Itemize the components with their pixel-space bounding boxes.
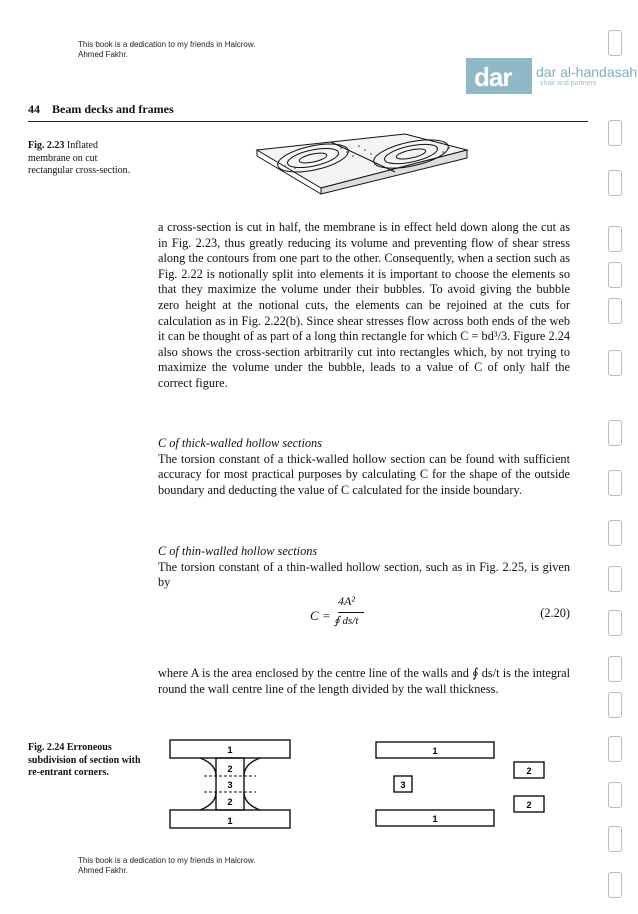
paragraph-cross-section: a cross-section is cut in half, the membrane is in effect held down along the cut as in Fig. 2.23, thus greatly reducing its volume and preventing flow of shear stress along the contours from one part to the other. Consequently, when a section such as Fig. 2.22 is notionally split into elements it is important to choose the elements so that they maximize the volume under their bubbles. To avoid giving the bubble zero height at the notional cuts, the elements can be rejoined at the cuts for calculation as in Fig. 2.22(b). Since shear stresses flow across both ends of the web it can be thought of as part of a long thin rectangle for which C = bd³/3. Figure 2.24 also shows the cross-section arbitrarily cut into rectangles which, by not trying to maximize the volume under the bubble, leads to a value of C of only half the correct figure.: [158, 220, 570, 390]
label-1-bottom: 1: [227, 816, 233, 826]
fig-2-23-label: Fig. 2.23: [28, 140, 65, 151]
page-number: 44: [28, 102, 40, 116]
label-2-upper: 2: [227, 764, 233, 774]
fig-2-23-caption: [28, 140, 138, 178]
fraction-bar: [338, 612, 364, 613]
equation-2-20: [310, 594, 570, 654]
fig-2-24-caption: [28, 742, 148, 780]
dedication-line-2: Ahmed Fakhr.: [78, 50, 128, 59]
section-thin-walled: [158, 544, 570, 591]
body-paragraph-after-equation: [158, 666, 570, 697]
logo-subtitle: shair and partners: [540, 80, 597, 87]
binder-hole: [608, 298, 622, 324]
binder-hole: [608, 520, 622, 546]
equation-number: (2.20): [540, 606, 570, 620]
binder-hole: [608, 692, 622, 718]
binder-hole: [608, 566, 622, 592]
fig-2-24-text: Erroneous subdivision of section with re-entrant corners.: [28, 742, 141, 778]
label-1-top: 1: [227, 745, 233, 755]
binder-hole: [608, 610, 622, 636]
binder-hole: [608, 656, 622, 682]
binder-hole: [608, 872, 622, 898]
rect-label-2-upper: 2: [526, 766, 532, 776]
label-3: 3: [227, 780, 233, 790]
label-2-lower: 2: [227, 797, 233, 807]
fig-2-24-label: Fig. 2.24: [28, 742, 65, 753]
paragraph-area-integral: where A is the area enclosed by the centre line of the walls and ∮ ds/t is the integral round the wall centre line of the length divided by the wall thickness.: [158, 666, 570, 696]
binder-hole: [608, 470, 622, 496]
logo-name: dar al-handasah: [536, 64, 638, 80]
equation-numerator: 4A²: [338, 594, 355, 608]
rect-label-1-bottom: 1: [432, 814, 438, 824]
binder-hole: [608, 420, 622, 446]
binder-hole: [608, 826, 622, 852]
binder-hole: [608, 30, 622, 56]
equation-lhs: C =: [310, 608, 331, 623]
fig-2-23-text: Inflated membrane on cut rectangular cross-section.: [28, 140, 131, 176]
dedication-line-1: This book is a dedication to my friends in Halcrow.: [78, 40, 256, 49]
dedication-bottom-line-1: This book is a dedication to my friends in Halcrow.: [78, 856, 256, 865]
rect-label-3: 3: [400, 780, 406, 790]
binder-hole: [608, 262, 622, 288]
binder-hole: [608, 226, 622, 252]
rect-label-2-lower: 2: [526, 800, 532, 810]
dedication-top: [78, 40, 255, 60]
section-thick-walled: [158, 436, 570, 498]
heading-thick-walled: C of thick-walled hollow sections: [158, 436, 322, 450]
text-thick-walled: The torsion constant of a thick-walled hollow section can be found with sufficient accuracy for most practical purposes by calculating C for the shape of the outside boundary and deducting the value of C calculated for the inside boundary.: [158, 451, 570, 497]
dedication-bottom-line-2: Ahmed Fakhr.: [78, 866, 128, 875]
text-thin-walled: The torsion constant of a thin-walled hollow section, such as in Fig. 2.25, is given by: [158, 559, 570, 590]
dedication-bottom: [78, 856, 255, 876]
running-header: [28, 102, 174, 117]
fig-2-24-section-drawing: [168, 736, 568, 834]
binder-hole: [608, 782, 622, 808]
binder-hole: [608, 736, 622, 762]
header-rule: [28, 121, 588, 122]
equation-denominator: ∮ ds/t: [334, 615, 359, 627]
logo-mark: dar: [474, 62, 512, 92]
binder-hole: [608, 350, 622, 376]
binder-hole: [608, 170, 622, 196]
rect-label-1-top: 1: [432, 746, 438, 756]
binder-hole: [608, 120, 622, 146]
chapter-title: Beam decks and frames: [52, 102, 174, 116]
heading-thin-walled: C of thin-walled hollow sections: [158, 544, 318, 558]
fig-2-23-membrane-drawing: [255, 128, 470, 196]
body-paragraph-1: [158, 220, 570, 392]
